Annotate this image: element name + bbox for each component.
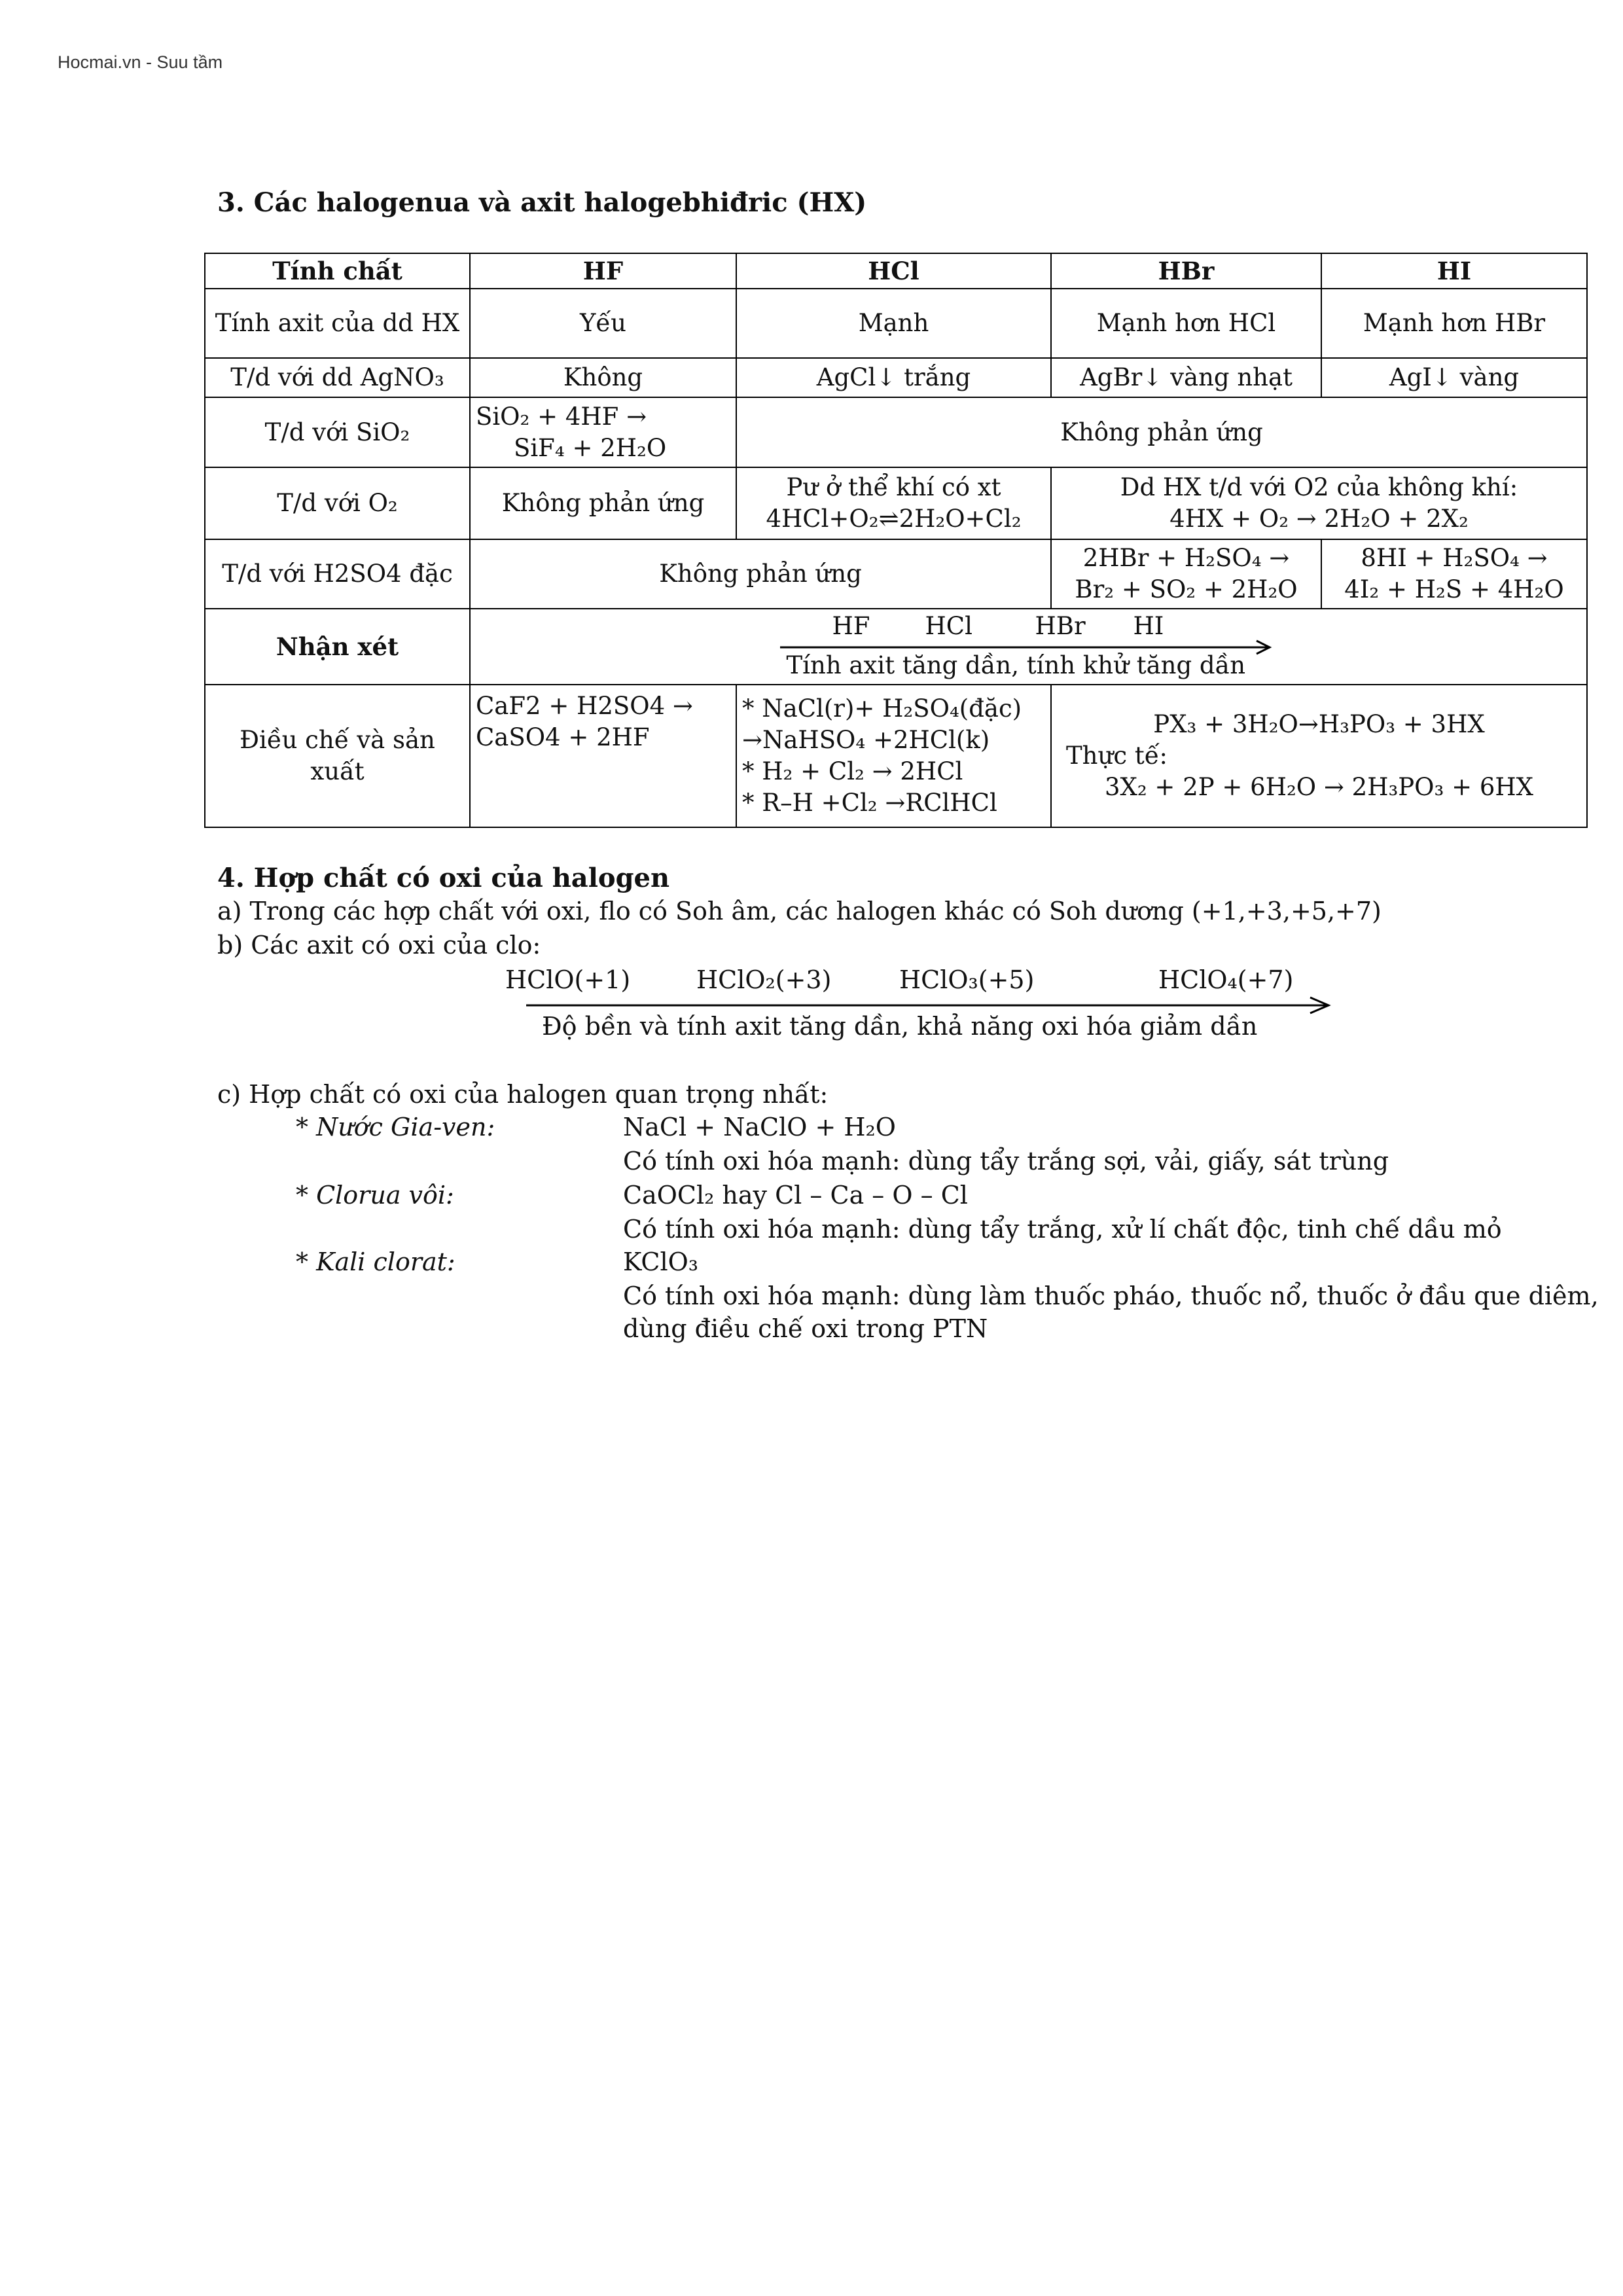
cell-line: 4HX + O₂ → 2H₂O + 2X₂	[1169, 505, 1469, 533]
row-label: T/d với H2SO4 đặc	[205, 539, 470, 609]
table-row	[205, 397, 1587, 467]
table-cell: Mạnh hơn HBr	[1321, 289, 1587, 358]
cell-line: * H₂ + Cl₂ → 2HCl	[742, 757, 963, 786]
seq-hcl: HCl	[925, 612, 972, 641]
table-header-row	[205, 253, 1587, 289]
item-desc: Có tính oxi hóa mạnh: dùng làm thuốc pháo, thuốc nổ, thuốc ở đầu que diêm,	[623, 1282, 1599, 1310]
cell-line: 8HI + H₂SO₄ →	[1361, 544, 1548, 572]
table-cell: AgI↓ vàng	[1321, 358, 1587, 397]
row-label: T/d với SiO₂	[205, 397, 470, 467]
row-label: T/d với O₂	[205, 467, 470, 539]
row-label: Điều chế và sản xuất	[205, 685, 470, 827]
item-name: * Kali clorat:	[296, 1247, 455, 1276]
cell-line: 3X₂ + 2P + 6H₂O → 2H₃PO₃ + 6HX	[1104, 773, 1534, 802]
table-cell: Yếu	[470, 289, 736, 358]
cell-line: SiO₂ + 4HF →	[476, 402, 647, 431]
seq-hf: HF	[832, 612, 870, 641]
col-header-hf: HF	[470, 253, 736, 289]
cell-line: CaSO4 + 2HF	[476, 723, 650, 752]
cell-line: 4HCl+O₂⇌2H₂O+Cl₂	[766, 505, 1022, 533]
cell-line: CaF2 + H2SO4 →	[476, 692, 693, 721]
table-row	[205, 609, 1587, 685]
table-cell: Không	[470, 358, 736, 397]
section-4-heading: 4. Hợp chất có oxi của halogen	[217, 863, 670, 893]
cell-line: Thực tế:	[1066, 742, 1168, 770]
cell-line: →NaHSO₄ +2HCl(k)	[742, 726, 990, 754]
item-desc: Có tính oxi hóa mạnh: dùng tẩy trắng, xử lí chất độc, tinh chế dầu mỏ	[623, 1215, 1502, 1244]
section-3-heading: 3. Các halogenua và axit halogebhiđric (HX)	[217, 187, 867, 218]
table-cell	[1051, 467, 1587, 539]
acid-hclo3: HClO₃(+5)	[899, 965, 1035, 994]
table-cell	[1321, 539, 1587, 609]
table-row	[205, 539, 1587, 609]
table-cell	[470, 397, 736, 467]
table-cell: AgBr↓ vàng nhạt	[1051, 358, 1321, 397]
section-4-b: b) Các axit có oxi của clo:	[217, 931, 541, 960]
item-desc-continued: dùng điều chế oxi trong PTN	[623, 1314, 988, 1343]
cell-line: Br₂ + SO₂ + 2H₂O	[1075, 575, 1298, 604]
col-header-hbr: HBr	[1051, 253, 1321, 289]
cell-line: 2HBr + H₂SO₄ →	[1082, 544, 1290, 572]
table-cell	[1051, 539, 1321, 609]
hx-properties-table	[204, 253, 1588, 828]
row-label: T/d với dd AgNO₃	[205, 358, 470, 397]
acid-hclo: HClO(+1)	[505, 965, 631, 994]
table-row	[205, 685, 1587, 827]
cell-line: Pư ở thể khí có xt	[786, 473, 1001, 501]
cell-line: * NaCl(r)+ H₂SO₄(đặc)	[742, 694, 1022, 723]
item-formula: CaOCl₂ hay Cl – Ca – O – Cl	[623, 1181, 968, 1210]
table-cell	[736, 467, 1051, 539]
row-label: Tính axit của dd HX	[205, 289, 470, 358]
item-name: * Nước Gia-ven:	[296, 1113, 495, 1141]
col-header-hi: HI	[1321, 253, 1587, 289]
cell-line: 4I₂ + H₂S + 4H₂O	[1344, 575, 1564, 604]
table-cell	[470, 685, 736, 827]
section-4-a: a) Trong các hợp chất với oxi, flo có Soh âm, các halogen khác có Soh dương (+1,+3,+5,+7)	[217, 897, 1382, 925]
col-header-hcl: HCl	[736, 253, 1051, 289]
table-cell: AgCl↓ trắng	[736, 358, 1051, 397]
cell-line: * R–H +Cl₂ →RClHCl	[742, 789, 997, 817]
item-desc: Có tính oxi hóa mạnh: dùng tẩy trắng sợi, vải, giấy, sát trùng	[623, 1147, 1389, 1175]
cell-line: Dd HX t/d với O2 của không khí:	[1120, 473, 1518, 501]
col-header-property: Tính chất	[205, 253, 470, 289]
table-cell	[470, 609, 1587, 685]
table-cell: Mạnh hơn HCl	[1051, 289, 1321, 358]
table-row	[205, 289, 1587, 358]
table-cell: Không phản ứng	[736, 397, 1587, 467]
cell-line: PX₃ + 3H₂O→H₃PO₃ + 3HX	[1153, 709, 1485, 738]
row-label: Nhận xét	[205, 609, 470, 685]
table-cell: Không phản ứng	[470, 539, 1051, 609]
trend-caption: Tính axit tăng dần, tính khử tăng dần	[786, 651, 1246, 680]
table-row	[205, 358, 1587, 397]
acid-caption: Độ bền và tính axit tăng dần, khả năng oxi hóa giảm dần	[542, 1012, 1258, 1041]
page-header: Hocmai.vn - Suu tầm	[58, 52, 223, 72]
cell-line: SiF₄ + 2H₂O	[514, 433, 667, 462]
table-row	[205, 467, 1587, 539]
table-cell	[736, 685, 1051, 827]
section-4-c: c) Hợp chất có oxi của halogen quan trọng nhất:	[217, 1080, 829, 1109]
item-formula: KClO₃	[623, 1247, 698, 1276]
seq-hbr: HBr	[1035, 612, 1086, 641]
acid-hclo2: HClO₂(+3)	[696, 965, 832, 994]
item-formula: NaCl + NaClO + H₂O	[623, 1113, 896, 1141]
seq-hi: HI	[1133, 612, 1164, 641]
table-cell: Mạnh	[736, 289, 1051, 358]
item-name: * Clorua vôi:	[296, 1181, 454, 1210]
table-cell	[1051, 685, 1587, 827]
table-cell: Không phản ứng	[470, 467, 736, 539]
acid-hclo4: HClO₄(+7)	[1158, 965, 1294, 994]
trend-arrow	[780, 611, 1277, 683]
